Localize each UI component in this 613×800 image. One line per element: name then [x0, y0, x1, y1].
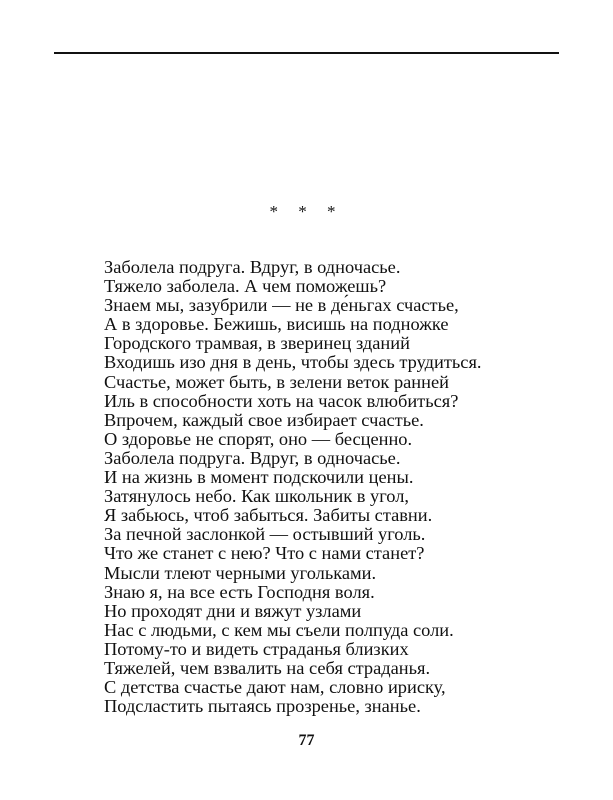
poem-line: Заболела подруга. Вдруг, в одночасье. [104, 447, 401, 468]
poem-line: Мысли тлеют черными угольками. [104, 562, 377, 583]
poem-line: За печной заслонкой — остывший уголь. [104, 524, 426, 545]
poem-line: Городского трамвая, в зверинец зданий [104, 333, 410, 354]
poem-line: Впрочем, каждый свое избирает счастье. [104, 409, 424, 430]
poem-line: Иль в способности хоть на часок влюбиться? [104, 390, 459, 411]
poem-line: Нас с людьми, с кем мы съели полпуда соли. [104, 619, 454, 640]
poem-line: Подсластить пытаясь прозренье, знанье. [104, 696, 421, 717]
poem-line: Тяжелей, чем взвалить на себя страданья. [104, 657, 431, 678]
poem-line: С детства счастье дают нам, словно ириску, [104, 677, 446, 698]
poem-line: Заболела подруга. Вдруг, в одночасье. [104, 257, 401, 277]
poem-line: Но проходят дни и вяжут узлами [104, 600, 362, 621]
poem-line: Счастье, может быть, в зелени веток ранней [104, 371, 449, 392]
poem-line: Я забьюсь, чтоб забыться. Забиты ставни. [104, 505, 433, 526]
poem-line: Знаю я, на все есть Господня воля. [104, 581, 375, 602]
page-number: 77 [298, 732, 315, 749]
poem [104, 258, 574, 716]
poem-line: Тяжело заболела. А чем поможешь? [104, 276, 387, 297]
header-rule [54, 52, 559, 54]
poem-line: А в здоровье. Бежишь, висишь на подножке [104, 314, 449, 335]
poem-line: Потому-то и видеть страданья близких [104, 638, 409, 659]
poem-line: И на жизнь в момент подскочили цены. [104, 467, 414, 488]
section-mark: * * * [269, 202, 344, 221]
poem-line: Затянулось небо. Как школьник в угол, [104, 486, 410, 507]
poem-line: Что же станет с нею? Что с нами станет? [104, 543, 425, 564]
poem-line: О здоровье не спорят, оно — бесценно. [104, 428, 413, 449]
poem-line: Входишь изо дня в день, чтобы здесь трудиться. [104, 352, 482, 373]
poem-line: Знаем мы, зазубрили — не в де́ньгах счастье, [104, 295, 459, 316]
